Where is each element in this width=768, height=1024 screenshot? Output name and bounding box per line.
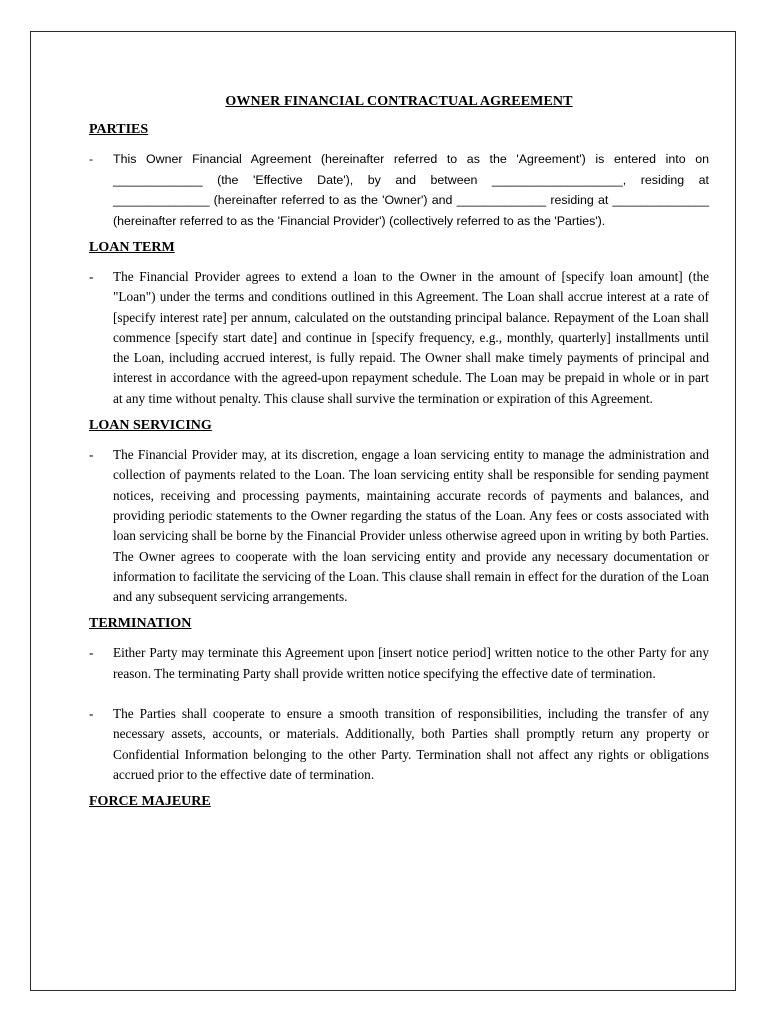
loan-term-paragraph [89, 267, 709, 409]
section-heading-loan-term: LOAN TERM [89, 240, 175, 255]
bullet-marker: - [89, 706, 94, 722]
termination-paragraph-1 [89, 643, 709, 684]
bullet-marker: - [89, 447, 94, 463]
paragraph-text: The Financial Provider may, at its discretion, engage a loan servicing entity to manage the administration and collection of payments related to the Loan. The loan servicing entity shall be responsible for sending payment notices, receiving and processing payments, maintaining accurate records of payments and balances, and providing periodic statements to the Owner regarding the status of the Loan. Any fees or costs associated with loan servicing shall be borne by the Financial Provider unless otherwise agreed upon in writing by both Parties. The Owner agrees to cooperate with the loan servicing entity and provide any necessary documentation or information to facilitate the servicing of the Loan. This clause shall remain in effect for the duration of the Loan and any subsequent servicing arrangements. [113, 447, 709, 605]
section-heading-termination: TERMINATION [89, 616, 192, 632]
document-title: OWNER FINANCIAL CONTRACTUAL AGREEMENT [225, 94, 573, 109]
document-body [89, 93, 709, 821]
paragraph-text: Either Party may terminate this Agreement upon [insert notice period] written notice to the other Party for any reason. The terminating Party shall provide written notice specifying the effective date of termination. [113, 645, 709, 681]
paragraph-text: The Financial Provider agrees to extend a loan to the Owner in the amount of [specify loan amount] (the "Loan") under the terms and conditions outlined in this Agreement. The Loan shall accrue interest at a rate of [specify interest rate] per annum, calculated on the outstanding principal balance. Repayment of the Loan shall commence [specify start date] and continue in [specify frequency, e.g., monthly, quarterly] installments until the Loan, including accrued interest, is fully repaid. The Owner shall make timely payments of principal and interest in accordance with the agreed-upon repayment schedule. The Loan may be prepaid in whole or in part at any time without penalty. This clause shall survive the termination or expiration of this Agreement. [113, 269, 709, 406]
bullet-marker: - [89, 645, 94, 661]
bullet-marker: - [89, 152, 94, 166]
section-heading-loan-servicing: LOAN SERVICING [89, 418, 212, 434]
bullet-marker: - [89, 269, 94, 284]
parties-paragraph [89, 149, 709, 231]
section-heading-parties: PARTIES [89, 122, 149, 137]
paragraph-text: The Parties shall cooperate to ensure a smooth transition of responsibilities, including the transfer of any necessary assets, accounts, or materials. Additionally, both Parties shall promptly return any property or Confidential Information belonging to the other Party. Termination shall not affect any rights or obligations accrued prior to the effective date of termination. [113, 706, 709, 782]
paragraph-text: This Owner Financial Agreement (hereinafter referred to as the 'Agreement') is entered into on _____________ (the 'Effective Date'), by and between ___________________, residing at ______________ (hereinafter referred to as the 'Owner') and _____________ residing at ______________ (hereinafter referred to as the 'Financial Provider') (collectively referred to as the 'Parties'). [113, 152, 709, 228]
termination-paragraph-2 [89, 704, 709, 785]
document-page [30, 31, 736, 991]
loan-servicing-paragraph [89, 445, 709, 607]
section-heading-force-majeure: FORCE MAJEURE [89, 794, 211, 810]
